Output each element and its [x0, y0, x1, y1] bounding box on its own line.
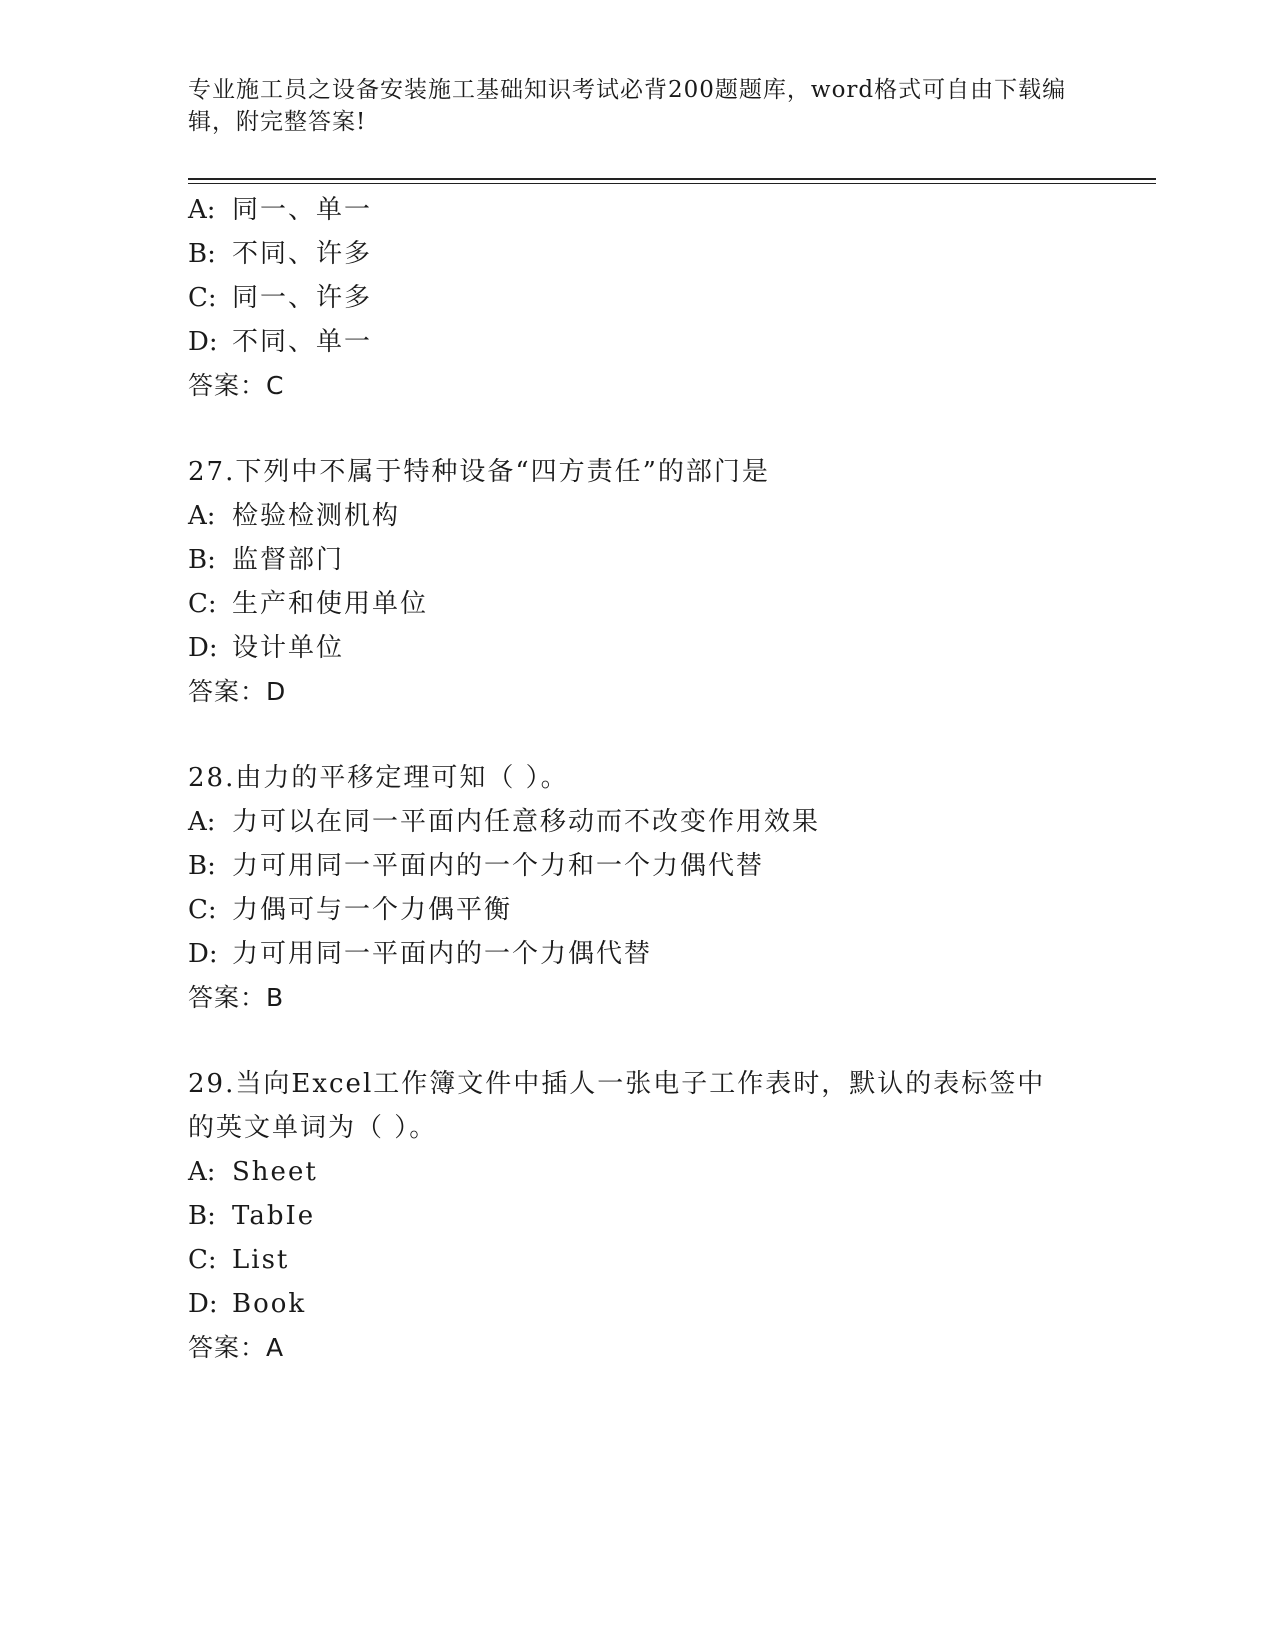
option-c: C: List [188, 1245, 290, 1275]
answer-line: 答案：B [188, 983, 285, 1012]
option-c: C: 同一、许多 [188, 283, 373, 313]
option-b: B: 不同、许多 [188, 239, 373, 269]
option-d: D: 设计单位 [188, 633, 345, 663]
header-rule [188, 178, 1156, 180]
option-b: B: 力可用同一平面内的一个力和一个力偶代替 [188, 851, 765, 881]
option-c: C: 力偶可与一个力偶平衡 [188, 895, 513, 925]
answer-line: 答案：C [188, 371, 285, 400]
option-c: C: 生产和使用单位 [188, 589, 429, 619]
question-28: 28.由力的平移定理可知（ ）。 [188, 763, 569, 793]
question-29-line1: 29.当向Excel工作簿文件中插人一张电子工作表时，默认的表标签中 [188, 1069, 1046, 1099]
option-d: D: Book [188, 1289, 307, 1319]
option-b: B: 监督部门 [188, 545, 345, 575]
answer-line: 答案：D [188, 677, 287, 706]
question-29-line2: 的英文单词为（ ）。 [188, 1113, 438, 1143]
option-a: A: 检验检测机构 [188, 501, 401, 531]
document-header: 专业施工员之设备安装施工基础知识考试必背200题题库，word格式可自由下载编辑，附完整答案! [188, 77, 1067, 135]
option-d: D: 力可用同一平面内的一个力偶代替 [188, 939, 653, 969]
option-a: A: Sheet [188, 1157, 318, 1187]
option-a: A: 力可以在同一平面内任意移动而不改变作用效果 [188, 807, 821, 837]
option-b: B: TabIe [188, 1201, 316, 1231]
option-d: D: 不同、单一 [188, 327, 373, 357]
header-rule-thin [188, 183, 1156, 184]
question-27: 27.下列中不属于特种设备“四方责任”的部门是 [188, 457, 770, 487]
option-a: A: 同一、单一 [188, 195, 373, 225]
answer-line: 答案：A [188, 1333, 285, 1362]
